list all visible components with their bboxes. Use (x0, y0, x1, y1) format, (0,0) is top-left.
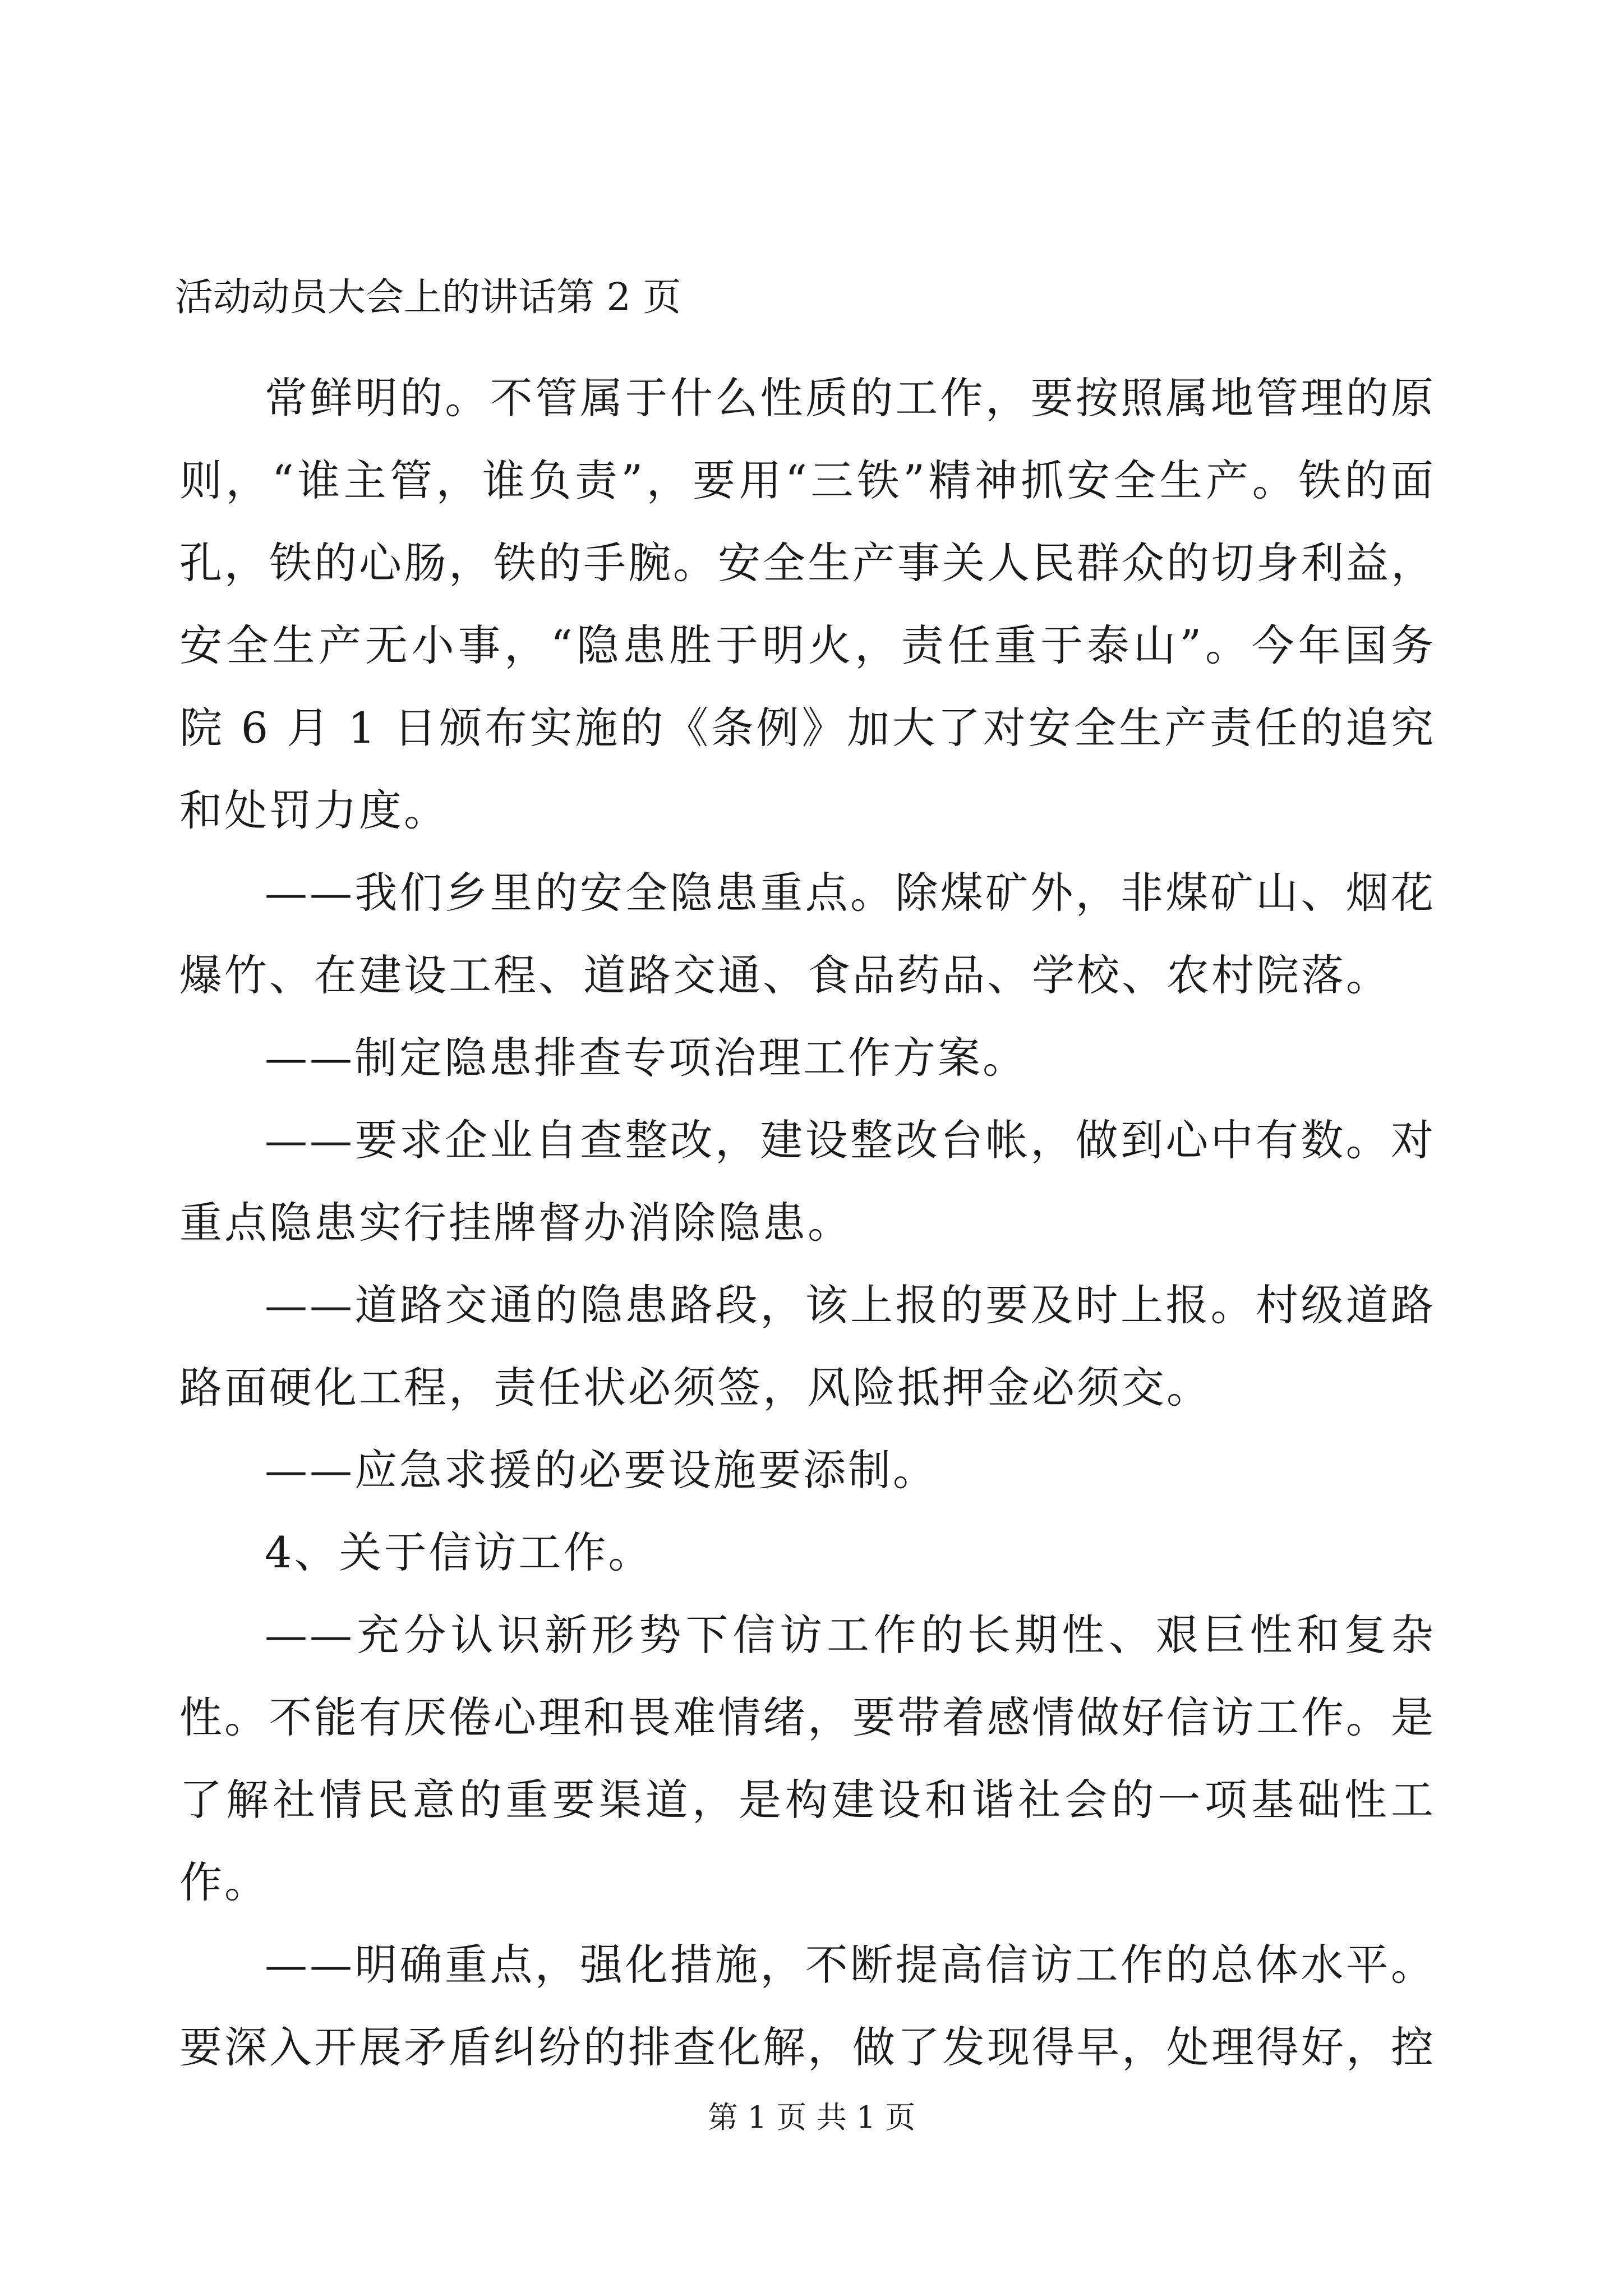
paragraph: 4、关于信访工作。 (265, 1527, 653, 1577)
page-title: 活动动员大会上的讲话第 2 页 (175, 275, 681, 320)
paragraph: ——要求企业自查整改，建设整改台帐，做到心中有数。对重点隐患实行挂牌督办消除隐患。 (179, 1115, 1436, 1248)
document-body (179, 357, 1436, 2088)
paragraph: ——充分认识新形势下信访工作的长期性、艰巨性和复杂性。不能有厌倦心理和畏难情绪，要带着感情做好信访工作。是了解社情民意的重要渠道，是构建设和谐社会的一项基础性工作。 (179, 1610, 1436, 1907)
paragraph: ——我们乡里的安全隐患重点。除煤矿外，非煤矿山、烟花爆竹、在建设工程、道路交通、食品药品、学校、农村院落。 (179, 868, 1436, 1000)
paragraph: 常鲜明的。不管属于什么性质的工作，要按照属地管理的原则，“谁主管，谁负责”，要用“三铁”精神抓安全生产。铁的面孔，铁的心肠，铁的手腕。安全生产事关人民群众的切身利益，安全生产无小事，“隐患胜于明火，责任重于泰山”。今年国务院 6 月 1 日颁布实施的《条例》加大了对安全生产责任的追究和处罚力度。 (179, 373, 1436, 835)
page-footer: 第 1 页 共 1 页 (707, 2100, 916, 2135)
paragraph: ——道路交通的隐患路段，该上报的要及时上报。村级道路路面硬化工程，责任状必须签，风险抵押金必须交。 (179, 1280, 1436, 1412)
paragraph: ——明确重点，强化措施，不断提高信访工作的总体水平。要深入开展矛盾纠纷的排查化解，做了发现得早，处理得好，控 (179, 1940, 1436, 2072)
paragraph: ——应急求援的必要设施要添制。 (265, 1445, 938, 1495)
paragraph: ——制定隐患排查专项治理工作方案。 (265, 1033, 1027, 1083)
